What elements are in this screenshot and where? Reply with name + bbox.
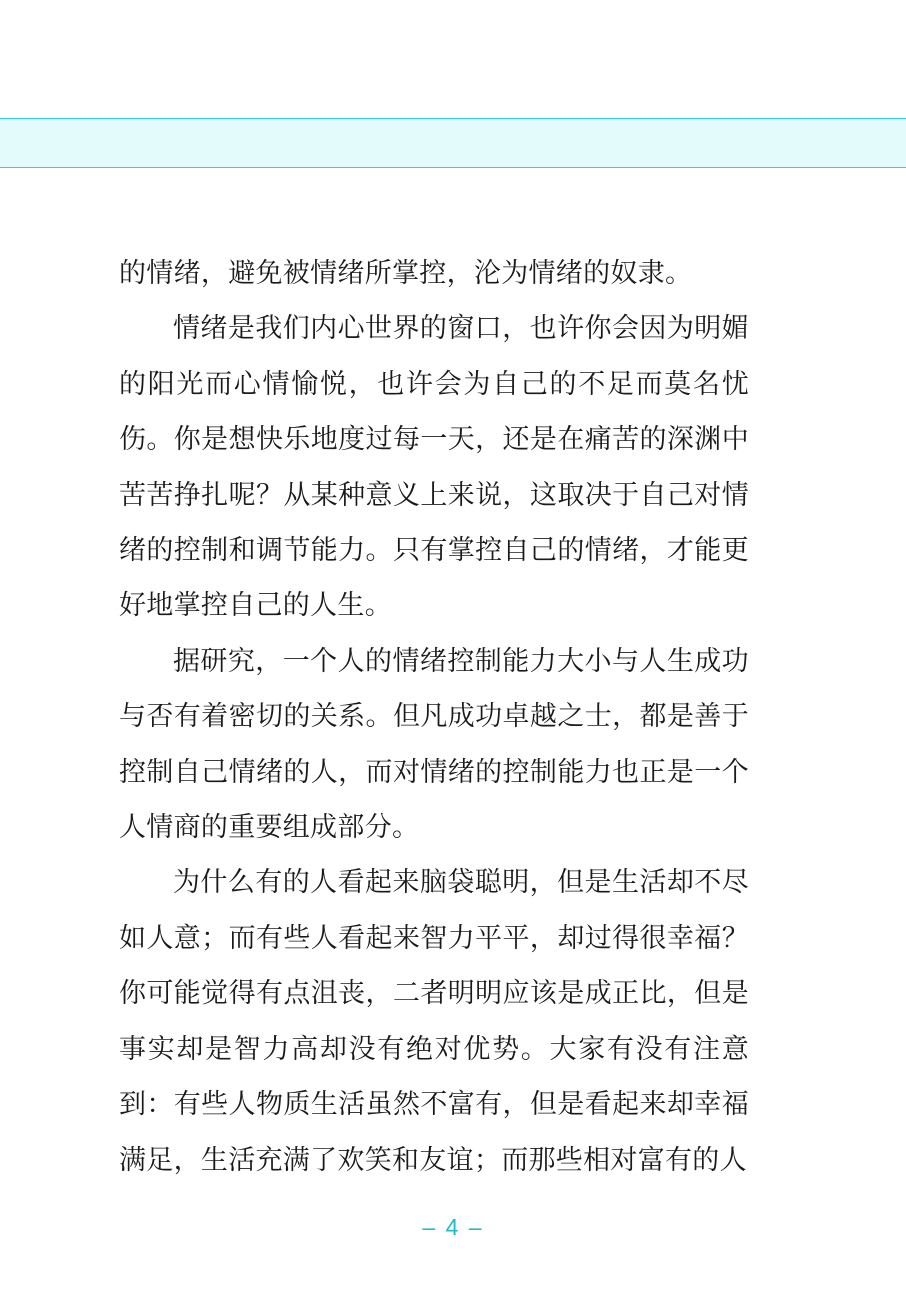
page-number: – 4 – [422,1214,484,1240]
paragraph-2: 情绪是我们内心世界的窗口，也许你会因为明媚的阳光而心情愉悦，也许会为自己的不足而莫名忧伤。你是想快乐地度过每一天，还是在痛苦的深渊中苦苦挣扎呢？从某种意义上来说，这取决于自己对情绪的控制和调节能力。只有掌控自己的情绪，才能更好地掌控自己的人生。 [119,313,749,622]
paragraph-3: 据研究，一个人的情绪控制能力大小与人生成功与否有着密切的关系。但凡成功卓越之士，都是善于控制自己情绪的人，而对情绪的控制能力也正是一个人情商的重要组成部分。 [119,645,749,844]
page-body [119,246,749,1188]
paragraph-4: 为什么有的人看起来脑袋聪明，但是生活却不尽如人意；而有些人看起来智力平平，却过得很幸福？你可能觉得有点沮丧，二者明明应该是成正比，但是事实却是智力高却没有绝对优势。大家有没有注意到：有些人物质生活虽然不富有，但是看起来却幸福满足，生活充满了欢笑和友谊；而那些相对富有的人 [119,867,749,1176]
paragraph-1: 的情绪，避免被情绪所掌控，沦为情绪的奴隶。 [119,258,693,289]
header-band [0,118,906,168]
